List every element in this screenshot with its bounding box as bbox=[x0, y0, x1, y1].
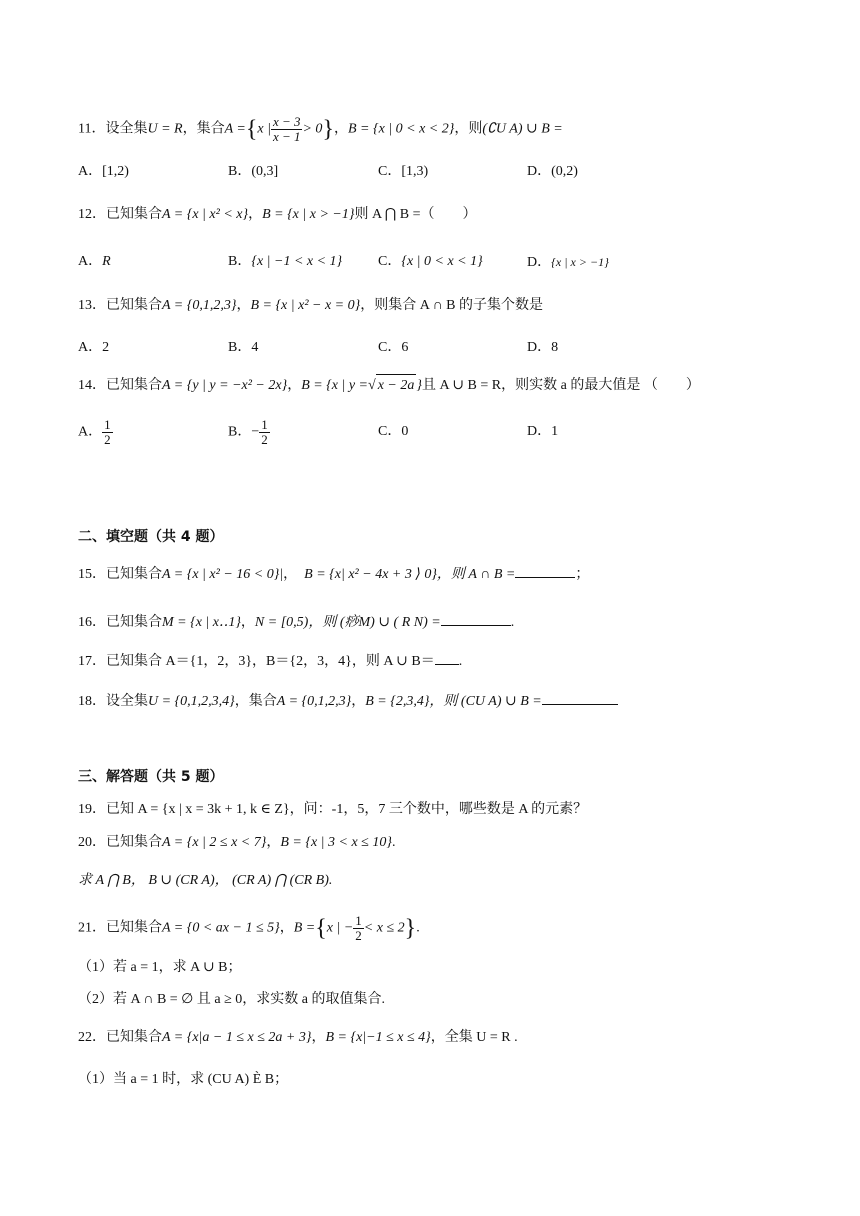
option-label: A． bbox=[78, 254, 103, 269]
option-label: B． bbox=[228, 424, 252, 440]
question-text: 已知集合 bbox=[106, 298, 162, 313]
option-b bbox=[228, 418, 270, 447]
option-label: C． bbox=[378, 254, 402, 269]
question-16 bbox=[78, 611, 514, 634]
math-expr: x | − bbox=[326, 920, 354, 936]
question-number: 14． bbox=[78, 378, 106, 393]
question-text: ，集合 bbox=[182, 121, 225, 137]
question-text: 已知集合 bbox=[106, 567, 162, 582]
question-text: 已知集合 bbox=[106, 378, 162, 393]
math-expr: x | bbox=[257, 121, 271, 137]
brace-close: } bbox=[404, 915, 417, 942]
option-c bbox=[378, 161, 428, 183]
option-value: [1,3) bbox=[401, 164, 429, 179]
question-text: 已知集合 bbox=[106, 920, 162, 936]
math-expr: N = [0,5) bbox=[254, 615, 309, 630]
question-text: ， bbox=[311, 1030, 326, 1045]
fraction-denominator: 2 bbox=[355, 928, 362, 943]
math-expr: B = {2,3,4} bbox=[365, 694, 430, 709]
question-text: ， bbox=[351, 694, 366, 709]
question-13 bbox=[78, 295, 543, 317]
sqrt-radicand: x − 2a bbox=[376, 374, 417, 397]
option-value: R bbox=[102, 254, 111, 269]
option-label: A． bbox=[78, 424, 103, 440]
question-number: 12． bbox=[78, 207, 106, 222]
fraction-denominator: 2 bbox=[104, 432, 111, 447]
option-value: {x | 0 < x < 1} bbox=[401, 254, 483, 269]
question-19 bbox=[78, 799, 587, 821]
question-17 bbox=[78, 650, 462, 673]
math-expr: A = {x | x² < x} bbox=[162, 207, 249, 222]
question-20 bbox=[78, 832, 395, 854]
option-d bbox=[527, 337, 558, 359]
option-a bbox=[78, 337, 109, 359]
question-number: 20． bbox=[78, 835, 106, 850]
option-label: D． bbox=[527, 340, 552, 355]
option-label: D． bbox=[527, 255, 552, 270]
question-21-part-1 bbox=[78, 957, 242, 979]
section-heading-answer: 三、解答题（共 5 题） bbox=[78, 769, 224, 785]
question-text: . bbox=[416, 920, 420, 936]
brace-open: { bbox=[245, 116, 258, 143]
question-number: 18． bbox=[78, 694, 106, 709]
question-number: 21． bbox=[78, 920, 106, 936]
question-text: ， bbox=[287, 378, 302, 393]
option-d bbox=[527, 161, 578, 183]
option-label: D． bbox=[527, 164, 552, 179]
question-text: 已知 A = {x | x = 3k + 1, k ∈ Z}，问：-1，5，7 三个数中，哪些数是 A 的元素？ bbox=[106, 802, 588, 817]
question-21-part-2 bbox=[78, 989, 385, 1011]
option-label: B． bbox=[228, 254, 252, 269]
question-text: ，则 bbox=[454, 121, 483, 137]
math-expr: > 0 bbox=[302, 121, 323, 137]
question-text: . bbox=[391, 835, 396, 850]
question-text: 已知集合 bbox=[106, 207, 162, 222]
question-22-part-1 bbox=[78, 1069, 288, 1091]
option-value: {x | x > −1} bbox=[551, 255, 609, 269]
math-expr: U = R bbox=[147, 121, 183, 137]
math-expr: B = {x| x² − 4x + 3 ⟩ 0} bbox=[304, 567, 437, 582]
option-d bbox=[527, 421, 558, 443]
question-text: （1）若 a = 1，求 A ∪ B； bbox=[78, 960, 242, 975]
question-text: ， bbox=[240, 615, 255, 630]
option-label: C． bbox=[378, 340, 402, 355]
question-text: ，集合 bbox=[234, 694, 277, 709]
question-text: . bbox=[510, 615, 515, 630]
option-value: (0,3] bbox=[251, 164, 279, 179]
math-expr: (∁U A) ∪ B = bbox=[482, 121, 563, 137]
question-12 bbox=[78, 204, 477, 226]
fraction-denominator: 2 bbox=[261, 432, 268, 447]
answer-blank bbox=[435, 650, 459, 665]
question-text: ， bbox=[248, 207, 263, 222]
option-value: {x | −1 < x < 1} bbox=[251, 254, 343, 269]
fraction-denominator: x − 1 bbox=[272, 129, 301, 144]
option-label: C． bbox=[378, 424, 402, 439]
question-number: 16． bbox=[78, 615, 106, 630]
question-text: ， bbox=[333, 121, 348, 137]
math-expr: B = {x | 3 < x ≤ 10} bbox=[280, 835, 392, 850]
question-text: ； bbox=[575, 567, 590, 582]
option-label: A． bbox=[78, 340, 103, 355]
fraction bbox=[271, 115, 303, 144]
question-11 bbox=[78, 115, 563, 144]
question-text: 且 A ∪ B = R，则实数 a 的最大值是 （ ） bbox=[421, 378, 700, 393]
math-expr: } bbox=[416, 378, 422, 393]
question-text: ，全集 U = R . bbox=[430, 1030, 518, 1045]
question-14: 14．已知集合A = {y | y = −x² − 2x}，B = {x | y =√ x − 2a }且 A ∪ B = R，则实数 a 的最大值是 （ ） bbox=[78, 374, 700, 397]
option-c bbox=[378, 421, 408, 443]
option-value: [1,2) bbox=[102, 164, 129, 179]
question-text: ，则集合 A ∩ B 的子集个数是 bbox=[360, 298, 544, 313]
question-text: （2）若 A ∩ B = ∅ 且 a ≥ 0，求实数 a 的取值集合. bbox=[78, 992, 385, 1007]
math-expr: A = {0,1,2,3} bbox=[162, 298, 237, 313]
option-d bbox=[527, 251, 609, 274]
fraction bbox=[259, 418, 270, 447]
question-text: ， bbox=[279, 920, 294, 936]
question-20-task bbox=[78, 870, 332, 892]
option-a bbox=[78, 418, 113, 447]
math-expr: U = {0,1,2,3,4} bbox=[148, 694, 235, 709]
option-value: 8 bbox=[551, 340, 559, 355]
math-expr: M = {x | x‥1} bbox=[162, 615, 241, 630]
math-expr: B = {x | x > −1} bbox=[262, 207, 355, 222]
question-text: 则 A ⋂ B =（ ） bbox=[354, 207, 477, 222]
option-b bbox=[228, 161, 278, 183]
question-number: 11． bbox=[78, 121, 106, 137]
question-text: 设全集 bbox=[106, 694, 148, 709]
option-b bbox=[228, 251, 342, 273]
math-expr: A = {0 < ax − 1 ≤ 5} bbox=[162, 920, 280, 936]
answer-blank bbox=[441, 611, 511, 626]
question-18 bbox=[78, 690, 618, 713]
option-b bbox=[228, 337, 258, 359]
option-label: D． bbox=[527, 424, 552, 439]
question-number: 13． bbox=[78, 298, 106, 313]
question-number: 17． bbox=[78, 654, 106, 669]
option-a bbox=[78, 161, 129, 183]
question-number: 22． bbox=[78, 1030, 106, 1045]
math-expr: A = bbox=[224, 121, 246, 137]
fraction-numerator: 1 bbox=[355, 913, 362, 928]
question-22 bbox=[78, 1027, 518, 1049]
question-text: 已知集合 bbox=[106, 1030, 162, 1045]
question-text: ， bbox=[266, 835, 281, 850]
option-label: B． bbox=[228, 164, 252, 179]
sign: − bbox=[251, 424, 260, 440]
option-label: C． bbox=[378, 164, 402, 179]
question-number: 15． bbox=[78, 567, 106, 582]
math-expr: ，则 (CU A) ∪ B = bbox=[429, 694, 542, 709]
math-expr: A = {x | x² − 16 < 0}| bbox=[162, 567, 284, 582]
math-expr: B = {x | 0 < x < 2} bbox=[347, 121, 455, 137]
math-expr: A = {x | 2 ≤ x < 7} bbox=[162, 835, 267, 850]
question-text: 设全集 bbox=[105, 121, 148, 137]
question-text: . bbox=[458, 654, 463, 669]
question-text: 已知集合 A＝{1，2，3}，B＝{2，3，4}，则 A ∪ B＝ bbox=[106, 654, 435, 669]
option-value: 4 bbox=[251, 340, 259, 355]
option-a bbox=[78, 251, 111, 273]
option-label: A． bbox=[78, 164, 103, 179]
option-c bbox=[378, 251, 483, 273]
option-c bbox=[378, 337, 408, 359]
answer-blank bbox=[515, 563, 575, 578]
question-text: 已知集合 bbox=[106, 615, 162, 630]
answer-blank bbox=[542, 690, 618, 705]
fraction-numerator: 1 bbox=[261, 417, 268, 432]
option-value: 0 bbox=[401, 424, 409, 439]
math-expr: A = {0,1,2,3} bbox=[276, 694, 352, 709]
question-15 bbox=[78, 563, 589, 586]
option-label: B． bbox=[228, 340, 252, 355]
math-expr: A = {y | y = −x² − 2x} bbox=[162, 378, 288, 393]
math-expr: B = {x|−1 ≤ x ≤ 4} bbox=[325, 1030, 431, 1045]
question-21 bbox=[78, 914, 420, 943]
math-expr: B = bbox=[293, 920, 316, 936]
fraction-numerator: 1 bbox=[104, 417, 111, 432]
option-value: 2 bbox=[102, 340, 110, 355]
question-text: ， bbox=[283, 567, 291, 582]
option-value: (0,2) bbox=[551, 164, 578, 179]
fraction bbox=[102, 418, 113, 447]
brace-open: { bbox=[315, 915, 327, 942]
option-value: 1 bbox=[551, 424, 559, 439]
fraction bbox=[353, 914, 364, 943]
option-value: 6 bbox=[401, 340, 409, 355]
math-expr: A = {x|a − 1 ≤ x ≤ 2a + 3} bbox=[162, 1030, 312, 1045]
math-expr: ，则 A ∩ B = bbox=[436, 567, 516, 582]
brace-close: } bbox=[322, 116, 334, 143]
section-heading-fill: 二、填空题（共 4 题） bbox=[78, 529, 224, 545]
math-expr: B = {x | y = bbox=[301, 378, 369, 393]
math-expr: ，则 (痧M) ∪ ( R N) = bbox=[308, 615, 441, 630]
question-text: 已知集合 bbox=[106, 835, 162, 850]
fraction-numerator: x − 3 bbox=[272, 114, 301, 129]
question-text: ， bbox=[236, 298, 251, 313]
math-expr: B = {x | x² − x = 0} bbox=[250, 298, 361, 313]
question-text: 求 A ⋂ B， B ∪ (CR A)， (CR A) ⋂ (CR B). bbox=[78, 873, 333, 888]
question-text: （1）当 a = 1 时，求 (CU A) È B； bbox=[78, 1072, 289, 1087]
question-number: 19． bbox=[78, 802, 106, 817]
math-expr: < x ≤ 2 bbox=[363, 920, 405, 936]
